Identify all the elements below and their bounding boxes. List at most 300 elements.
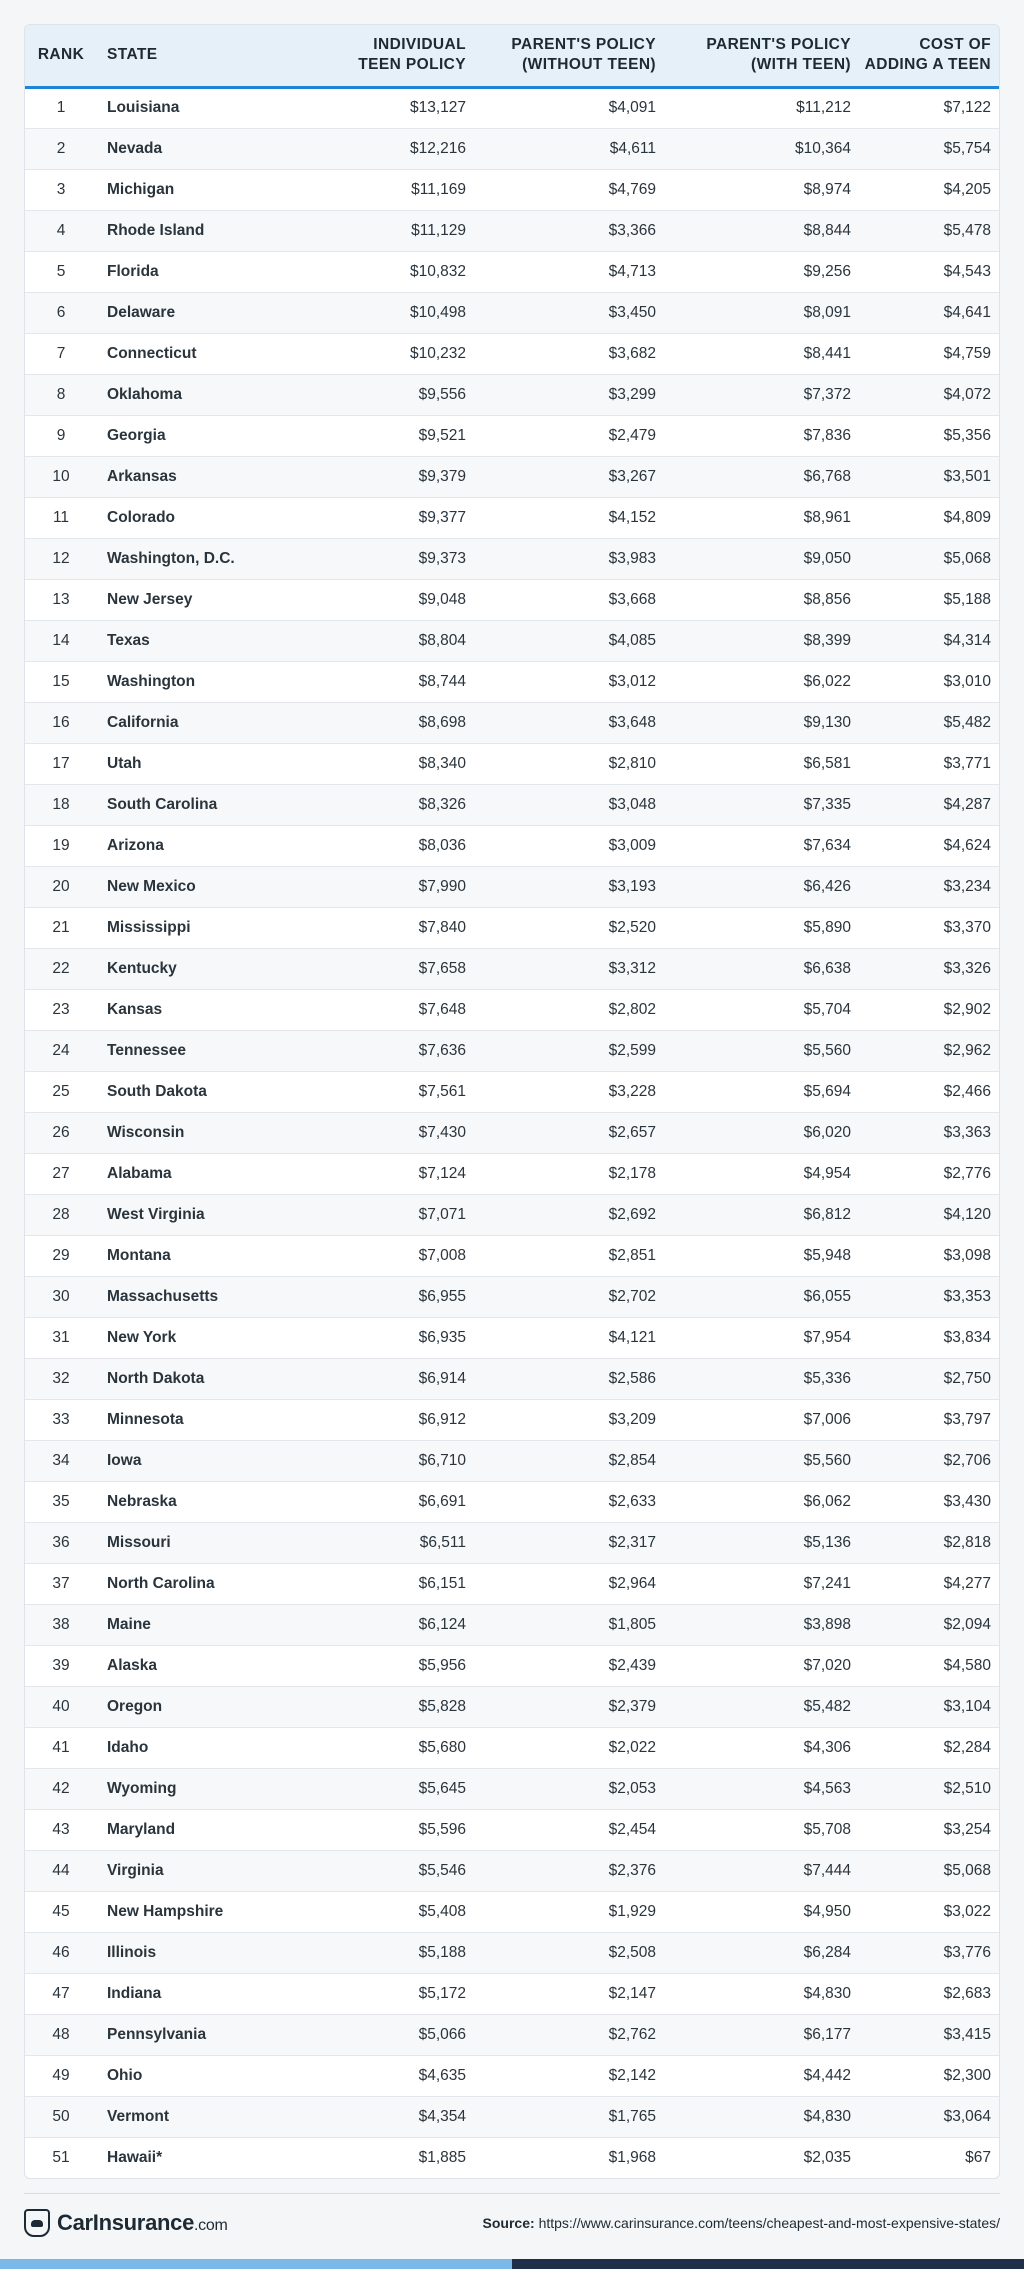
individual-policy-cell: $4,354 xyxy=(418,2107,466,2125)
rank-cell: 5 xyxy=(56,262,66,280)
parent-policy-without-teen-cell: $2,053 xyxy=(608,1779,656,1797)
table-row xyxy=(25,1727,1000,1768)
parent-policy-with-teen-cell: $7,634 xyxy=(803,836,851,854)
parent-policy-without-teen-cell: $2,508 xyxy=(608,1943,656,1961)
parent-policy-with-teen-cell: $5,560 xyxy=(803,1451,851,1469)
state-cell: North Dakota xyxy=(107,1369,205,1387)
parent-policy-with-teen-cell: $6,426 xyxy=(803,877,851,895)
table-row xyxy=(25,169,1000,210)
individual-policy-cell: $7,648 xyxy=(418,1000,466,1018)
rank-cell: 42 xyxy=(52,1779,70,1797)
individual-policy-cell: $13,127 xyxy=(409,99,466,116)
cost-of-adding-teen-cell: $3,234 xyxy=(943,877,991,895)
header-line: ADDING A TEEN xyxy=(864,56,991,74)
table-row xyxy=(25,2014,1000,2055)
header-line: COST OF xyxy=(919,36,991,54)
parent-policy-without-teen-cell: $3,366 xyxy=(608,221,656,239)
rank-cell: 4 xyxy=(56,221,66,239)
cost-of-adding-teen-cell: $3,010 xyxy=(943,672,991,690)
parent-policy-with-teen-cell: $6,062 xyxy=(803,1492,851,1510)
table-row xyxy=(25,333,1000,374)
rank-cell: 14 xyxy=(52,631,70,649)
parent-policy-with-teen-cell: $5,708 xyxy=(803,1820,851,1838)
parent-policy-with-teen-cell: $6,638 xyxy=(803,959,851,977)
cost-of-adding-teen-cell: $3,064 xyxy=(943,2107,991,2125)
footer xyxy=(24,2206,1000,2240)
parent-policy-with-teen-cell: $8,961 xyxy=(803,508,851,526)
state-cell: Louisiana xyxy=(107,99,180,116)
table-row xyxy=(25,1276,1000,1317)
state-cell: West Virginia xyxy=(107,1205,205,1223)
parent-policy-without-teen-cell: $4,085 xyxy=(608,631,656,649)
cost-of-adding-teen-cell: $2,902 xyxy=(943,1000,991,1018)
rank-cell: 7 xyxy=(56,344,66,362)
state-cell: South Dakota xyxy=(107,1082,207,1100)
cost-of-adding-teen-cell: $2,962 xyxy=(943,1041,991,1059)
state-cell: Washington xyxy=(107,672,196,690)
table-row xyxy=(25,1604,1000,1645)
parent-policy-with-teen-cell: $4,306 xyxy=(803,1738,851,1756)
table-row xyxy=(25,1071,1000,1112)
parent-policy-without-teen-cell: $3,299 xyxy=(608,385,656,403)
table-row xyxy=(25,620,1000,661)
rank-cell: 2 xyxy=(56,139,66,157)
parent-policy-without-teen-cell: $2,454 xyxy=(608,1820,656,1838)
state-cell: Nebraska xyxy=(107,1492,177,1510)
parent-policy-without-teen-cell: $2,657 xyxy=(608,1123,656,1141)
parent-policy-without-teen-cell: $2,376 xyxy=(608,1861,656,1879)
state-cell: Kansas xyxy=(107,1000,163,1018)
table-row xyxy=(25,497,1000,538)
table-row xyxy=(25,1399,1000,1440)
table-row xyxy=(25,2096,1000,2137)
parent-policy-without-teen-cell: $3,450 xyxy=(608,303,656,321)
rank-cell: 43 xyxy=(52,1820,70,1838)
parent-policy-without-teen-cell: $3,312 xyxy=(608,959,656,977)
state-cell: Michigan xyxy=(107,180,175,198)
rank-cell: 19 xyxy=(52,836,70,854)
parent-policy-with-teen-cell: $4,830 xyxy=(803,1984,851,2002)
table-header xyxy=(25,25,1000,87)
state-cell: Wyoming xyxy=(107,1779,177,1797)
parent-policy-with-teen-cell: $8,441 xyxy=(803,344,851,362)
individual-policy-cell: $7,561 xyxy=(418,1082,466,1100)
cost-of-adding-teen-cell: $4,072 xyxy=(943,385,991,403)
state-cell: Oregon xyxy=(107,1697,163,1715)
cost-of-adding-teen-cell: $4,205 xyxy=(943,180,991,198)
state-cell: New Jersey xyxy=(107,590,193,608)
parent-policy-without-teen-cell: $2,379 xyxy=(608,1697,656,1715)
cost-of-adding-teen-cell: $2,683 xyxy=(943,1984,991,2002)
rank-cell: 37 xyxy=(52,1574,70,1592)
state-cell: Georgia xyxy=(107,426,166,444)
cost-of-adding-teen-cell: $5,482 xyxy=(943,713,991,731)
state-cell: Colorado xyxy=(107,508,176,526)
rank-cell: 20 xyxy=(52,877,70,895)
cost-of-adding-teen-cell: $5,068 xyxy=(943,549,991,567)
rank-cell: 8 xyxy=(56,385,66,403)
state-cell: Maine xyxy=(107,1615,151,1633)
cost-of-adding-teen-cell: $2,094 xyxy=(943,1615,991,1633)
cost-of-adding-teen-cell: $2,284 xyxy=(943,1738,991,1756)
parent-policy-without-teen-cell: $4,091 xyxy=(608,99,656,116)
footer-divider xyxy=(24,2193,1000,2194)
state-cell: New Mexico xyxy=(107,877,196,895)
parent-policy-with-teen-cell: $6,022 xyxy=(803,672,851,690)
individual-policy-cell: $7,430 xyxy=(418,1123,466,1141)
header-line: INDIVIDUAL xyxy=(373,36,466,54)
state-cell: Virginia xyxy=(107,1861,164,1879)
parent-policy-with-teen-cell: $8,856 xyxy=(803,590,851,608)
rank-cell: 44 xyxy=(52,1861,70,1879)
individual-policy-cell: $9,556 xyxy=(418,385,466,403)
rank-cell: 15 xyxy=(52,672,70,690)
parent-policy-with-teen-cell: $5,704 xyxy=(803,1000,851,1018)
rank-cell: 24 xyxy=(52,1041,70,1059)
table-row xyxy=(25,210,1000,251)
rank-cell: 21 xyxy=(52,918,70,936)
individual-policy-cell: $9,521 xyxy=(418,426,466,444)
individual-policy-cell: $7,124 xyxy=(418,1164,466,1182)
cost-of-adding-teen-cell: $2,300 xyxy=(943,2066,991,2084)
brand-suffix: .com xyxy=(194,2217,228,2234)
individual-policy-cell: $12,216 xyxy=(409,139,466,157)
state-cell: Oklahoma xyxy=(107,385,182,403)
cost-of-adding-teen-cell: $3,353 xyxy=(943,1287,991,1305)
parent-policy-with-teen-cell: $8,974 xyxy=(803,180,851,198)
individual-policy-cell: $8,804 xyxy=(418,631,466,649)
cost-of-adding-teen-cell: $4,624 xyxy=(943,836,991,854)
rank-cell: 12 xyxy=(52,549,70,567)
table-row xyxy=(25,456,1000,497)
parent-policy-with-teen-cell: $6,812 xyxy=(803,1205,851,1223)
cost-of-adding-teen-cell: $4,759 xyxy=(943,344,991,362)
rank-cell: 39 xyxy=(52,1656,70,1674)
cost-of-adding-teen-cell: $3,104 xyxy=(943,1697,991,1715)
table-row xyxy=(25,1358,1000,1399)
cost-of-adding-teen-cell: $3,254 xyxy=(943,1820,991,1838)
footer-stripe-light xyxy=(0,2259,512,2269)
table-row xyxy=(25,702,1000,743)
state-cell: Massachusetts xyxy=(107,1287,219,1305)
cost-of-adding-teen-cell: $3,797 xyxy=(943,1410,991,1428)
rank-cell: 36 xyxy=(52,1533,70,1551)
cost-of-adding-teen-cell: $2,510 xyxy=(943,1779,991,1797)
individual-policy-cell: $6,124 xyxy=(418,1615,466,1633)
cost-of-adding-teen-cell: $4,287 xyxy=(943,795,991,813)
parent-policy-with-teen-cell: $8,844 xyxy=(803,221,851,239)
individual-policy-cell: $5,188 xyxy=(418,1943,466,1961)
parent-policy-with-teen-cell: $6,020 xyxy=(803,1123,851,1141)
cost-of-adding-teen-cell: $4,809 xyxy=(943,508,991,526)
parent-policy-without-teen-cell: $2,802 xyxy=(608,1000,656,1018)
table-row xyxy=(25,1891,1000,1932)
table-row xyxy=(25,579,1000,620)
rank-cell: 6 xyxy=(56,303,66,321)
parent-policy-without-teen-cell: $3,648 xyxy=(608,713,656,731)
table-row xyxy=(25,1112,1000,1153)
header-line: (WITHOUT TEEN) xyxy=(522,56,656,74)
state-cell: Nevada xyxy=(107,139,163,157)
state-cell: Pennsylvania xyxy=(107,2025,207,2043)
header-parent-policy-without-teen xyxy=(476,25,666,87)
individual-policy-cell: $9,377 xyxy=(418,508,466,526)
header-line: TEEN POLICY xyxy=(358,56,466,74)
individual-policy-cell: $11,129 xyxy=(411,221,466,239)
parent-policy-without-teen-cell: $1,765 xyxy=(608,2107,656,2125)
state-cell: California xyxy=(107,713,179,731)
rank-cell: 11 xyxy=(52,508,70,526)
parent-policy-without-teen-cell: $3,009 xyxy=(608,836,656,854)
individual-policy-cell: $7,071 xyxy=(418,1205,466,1223)
parent-policy-with-teen-cell: $9,050 xyxy=(803,549,851,567)
rank-cell: 18 xyxy=(52,795,70,813)
state-cell: Hawaii* xyxy=(107,2148,163,2166)
parent-policy-without-teen-cell: $3,193 xyxy=(608,877,656,895)
cost-of-adding-teen-cell: $5,188 xyxy=(943,590,991,608)
table-row xyxy=(25,1850,1000,1891)
parent-policy-with-teen-cell: $6,055 xyxy=(803,1287,851,1305)
header-state-label: STATE xyxy=(107,46,158,64)
state-cell: Idaho xyxy=(107,1738,149,1756)
parent-policy-with-teen-cell: $7,241 xyxy=(803,1574,851,1592)
cost-of-adding-teen-cell: $5,754 xyxy=(943,139,991,157)
table-row xyxy=(25,128,1000,169)
parent-policy-with-teen-cell: $4,442 xyxy=(803,2066,851,2084)
parent-policy-without-teen-cell: $4,121 xyxy=(608,1328,656,1346)
state-cell: Iowa xyxy=(107,1451,142,1469)
table-row xyxy=(25,1317,1000,1358)
rank-cell: 22 xyxy=(52,959,70,977)
table-row xyxy=(25,251,1000,292)
table-row xyxy=(25,538,1000,579)
table-row xyxy=(25,743,1000,784)
rank-cell: 9 xyxy=(56,426,66,444)
rank-cell: 25 xyxy=(52,1082,70,1100)
individual-policy-cell: $7,990 xyxy=(418,877,466,895)
individual-policy-cell: $5,546 xyxy=(418,1861,466,1879)
source-label: Source: xyxy=(482,2215,535,2231)
cost-of-adding-teen-cell: $3,370 xyxy=(943,918,991,936)
parent-policy-with-teen-cell: $6,177 xyxy=(803,2025,851,2043)
parent-policy-without-teen-cell: $2,520 xyxy=(608,918,656,936)
individual-policy-cell: $6,511 xyxy=(419,1533,466,1551)
individual-policy-cell: $8,698 xyxy=(418,713,466,731)
state-cell: Vermont xyxy=(107,2107,170,2125)
table-row xyxy=(25,661,1000,702)
state-cell: Montana xyxy=(107,1246,171,1264)
table-row xyxy=(25,1440,1000,1481)
parent-policy-without-teen-cell: $2,178 xyxy=(608,1164,656,1182)
individual-policy-cell: $9,048 xyxy=(418,590,466,608)
individual-policy-cell: $6,935 xyxy=(418,1328,466,1346)
parent-policy-with-teen-cell: $5,560 xyxy=(803,1041,851,1059)
state-cell: Florida xyxy=(107,262,159,280)
rank-cell: 10 xyxy=(52,467,70,485)
individual-policy-cell: $6,955 xyxy=(418,1287,466,1305)
rank-cell: 32 xyxy=(52,1369,70,1387)
parent-policy-with-teen-cell: $4,950 xyxy=(803,1902,851,1920)
cost-of-adding-teen-cell: $2,776 xyxy=(943,1164,991,1182)
cost-of-adding-teen-cell: $4,277 xyxy=(943,1574,991,1592)
table-row xyxy=(25,948,1000,989)
individual-policy-cell: $6,151 xyxy=(418,1574,466,1592)
cost-of-adding-teen-cell: $3,501 xyxy=(943,467,991,485)
header-line: PARENT'S POLICY xyxy=(706,36,851,54)
parent-policy-with-teen-cell: $10,364 xyxy=(794,139,851,157)
cost-of-adding-teen-cell: $2,818 xyxy=(943,1533,991,1551)
parent-policy-with-teen-cell: $7,372 xyxy=(803,385,851,403)
rank-cell: 40 xyxy=(52,1697,70,1715)
individual-policy-cell: $5,172 xyxy=(418,1984,466,2002)
table-row xyxy=(25,1030,1000,1071)
individual-policy-cell: $6,691 xyxy=(418,1492,466,1510)
state-cell: New York xyxy=(107,1328,177,1346)
cost-of-adding-teen-cell: $2,750 xyxy=(943,1369,991,1387)
table-row xyxy=(25,1522,1000,1563)
parent-policy-with-teen-cell: $7,020 xyxy=(803,1656,851,1674)
header-individual-teen-policy xyxy=(297,25,476,87)
individual-policy-cell: $11,169 xyxy=(411,180,466,198)
individual-policy-cell: $10,232 xyxy=(409,344,466,362)
parent-policy-without-teen-cell: $3,668 xyxy=(608,590,656,608)
individual-policy-cell: $5,680 xyxy=(418,1738,466,1756)
individual-policy-cell: $7,658 xyxy=(418,959,466,977)
brand-logo xyxy=(24,2209,228,2237)
parent-policy-with-teen-cell: $5,336 xyxy=(803,1369,851,1387)
cost-of-adding-teen-cell: $5,356 xyxy=(943,426,991,444)
parent-policy-with-teen-cell: $7,335 xyxy=(803,795,851,813)
individual-policy-cell: $10,832 xyxy=(409,262,466,280)
state-cell: Alabama xyxy=(107,1164,172,1182)
rank-cell: 23 xyxy=(52,1000,70,1018)
brand-name xyxy=(57,2210,228,2236)
state-cell: Kentucky xyxy=(107,959,177,977)
table-row xyxy=(25,989,1000,1030)
table-row xyxy=(25,1809,1000,1850)
parent-policy-without-teen-cell: $2,599 xyxy=(608,1041,656,1059)
rank-cell: 30 xyxy=(52,1287,70,1305)
state-cell: Maryland xyxy=(107,1820,176,1838)
cost-of-adding-teen-cell: $5,068 xyxy=(943,1861,991,1879)
parent-policy-without-teen-cell: $2,810 xyxy=(608,754,656,772)
parent-policy-without-teen-cell: $4,713 xyxy=(608,262,656,280)
state-cell: Alaska xyxy=(107,1656,157,1674)
rank-cell: 50 xyxy=(52,2107,70,2125)
cost-of-adding-teen-cell: $3,776 xyxy=(943,1943,991,1961)
state-cell: Washington, D.C. xyxy=(107,549,235,567)
table-row xyxy=(25,2137,1000,2178)
parent-policy-without-teen-cell: $4,152 xyxy=(608,508,656,526)
parent-policy-without-teen-cell: $2,851 xyxy=(608,1246,656,1264)
parent-policy-without-teen-cell: $1,968 xyxy=(608,2148,656,2166)
state-cell: Arizona xyxy=(107,836,164,854)
rank-cell: 31 xyxy=(52,1328,70,1346)
parent-policy-with-teen-cell: $3,898 xyxy=(803,1615,851,1633)
parent-policy-with-teen-cell: $8,091 xyxy=(803,303,851,321)
rank-cell: 1 xyxy=(56,99,66,116)
table-row xyxy=(25,1235,1000,1276)
individual-policy-cell: $8,340 xyxy=(418,754,466,772)
cost-of-adding-teen-cell: $2,706 xyxy=(943,1451,991,1469)
parent-policy-without-teen-cell: $3,267 xyxy=(608,467,656,485)
table-row xyxy=(25,1932,1000,1973)
header-cost-of-adding-teen xyxy=(861,25,1000,87)
parent-policy-without-teen-cell: $3,012 xyxy=(608,672,656,690)
individual-policy-cell: $4,635 xyxy=(418,2066,466,2084)
parent-policy-with-teen-cell: $4,563 xyxy=(803,1779,851,1797)
individual-policy-cell: $6,914 xyxy=(418,1369,466,1387)
parent-policy-without-teen-cell: $3,682 xyxy=(608,344,656,362)
parent-policy-with-teen-cell: $5,948 xyxy=(803,1246,851,1264)
cost-of-adding-teen-cell: $4,543 xyxy=(943,262,991,280)
cost-of-adding-teen-cell: $3,098 xyxy=(943,1246,991,1264)
parent-policy-without-teen-cell: $2,702 xyxy=(608,1287,656,1305)
rank-cell: 49 xyxy=(52,2066,70,2084)
state-cell: Indiana xyxy=(107,1984,162,2002)
table-row xyxy=(25,1481,1000,1522)
individual-policy-cell: $9,379 xyxy=(418,467,466,485)
parent-policy-with-teen-cell: $5,890 xyxy=(803,918,851,936)
individual-policy-cell: $6,912 xyxy=(418,1410,466,1428)
rank-cell: 26 xyxy=(52,1123,70,1141)
cost-of-adding-teen-cell: $3,771 xyxy=(943,754,991,772)
state-cell: Delaware xyxy=(107,303,176,321)
parent-policy-without-teen-cell: $2,317 xyxy=(608,1533,656,1551)
cost-of-adding-teen-cell: $3,363 xyxy=(943,1123,991,1141)
individual-policy-cell: $7,636 xyxy=(418,1041,466,1059)
header-state xyxy=(97,25,297,87)
rank-cell: 47 xyxy=(52,1984,70,2002)
rank-cell: 17 xyxy=(52,754,70,772)
state-cell: Wisconsin xyxy=(107,1123,185,1141)
state-cell: Tennessee xyxy=(107,1041,186,1059)
individual-policy-cell: $5,066 xyxy=(418,2025,466,2043)
footer-stripe-dark xyxy=(512,2259,1024,2269)
header-line: (WITH TEEN) xyxy=(751,56,851,74)
parent-policy-with-teen-cell: $6,581 xyxy=(803,754,851,772)
state-cell: Mississippi xyxy=(107,918,191,936)
cost-of-adding-teen-cell: $3,326 xyxy=(943,959,991,977)
parent-policy-with-teen-cell: $6,284 xyxy=(803,1943,851,1961)
table-row xyxy=(25,1645,1000,1686)
table-row xyxy=(25,415,1000,456)
table-row xyxy=(25,292,1000,333)
rank-cell: 38 xyxy=(52,1615,70,1633)
parent-policy-without-teen-cell: $3,983 xyxy=(608,549,656,567)
table-row xyxy=(25,1973,1000,2014)
parent-policy-without-teen-cell: $4,769 xyxy=(608,180,656,198)
state-cell: North Carolina xyxy=(107,1574,215,1592)
rank-cell: 35 xyxy=(52,1492,70,1510)
parent-policy-with-teen-cell: $4,954 xyxy=(803,1164,851,1182)
parent-policy-with-teen-cell: $5,482 xyxy=(803,1697,851,1715)
parent-policy-without-teen-cell: $3,048 xyxy=(608,795,656,813)
cost-of-adding-teen-cell: $3,430 xyxy=(943,1492,991,1510)
source-credit xyxy=(483,2215,1000,2231)
rank-cell: 28 xyxy=(52,1205,70,1223)
individual-policy-cell: $5,956 xyxy=(418,1656,466,1674)
individual-policy-cell: $5,645 xyxy=(418,1779,466,1797)
state-cell: Texas xyxy=(107,631,150,649)
individual-policy-cell: $8,036 xyxy=(418,836,466,854)
parent-policy-without-teen-cell: $4,611 xyxy=(609,139,656,157)
rank-cell: 16 xyxy=(52,713,70,731)
cost-of-adding-teen-cell: $67 xyxy=(965,2148,991,2166)
parent-policy-without-teen-cell: $2,586 xyxy=(608,1369,656,1387)
cost-of-adding-teen-cell: $2,466 xyxy=(943,1082,991,1100)
state-cell: Rhode Island xyxy=(107,221,205,239)
